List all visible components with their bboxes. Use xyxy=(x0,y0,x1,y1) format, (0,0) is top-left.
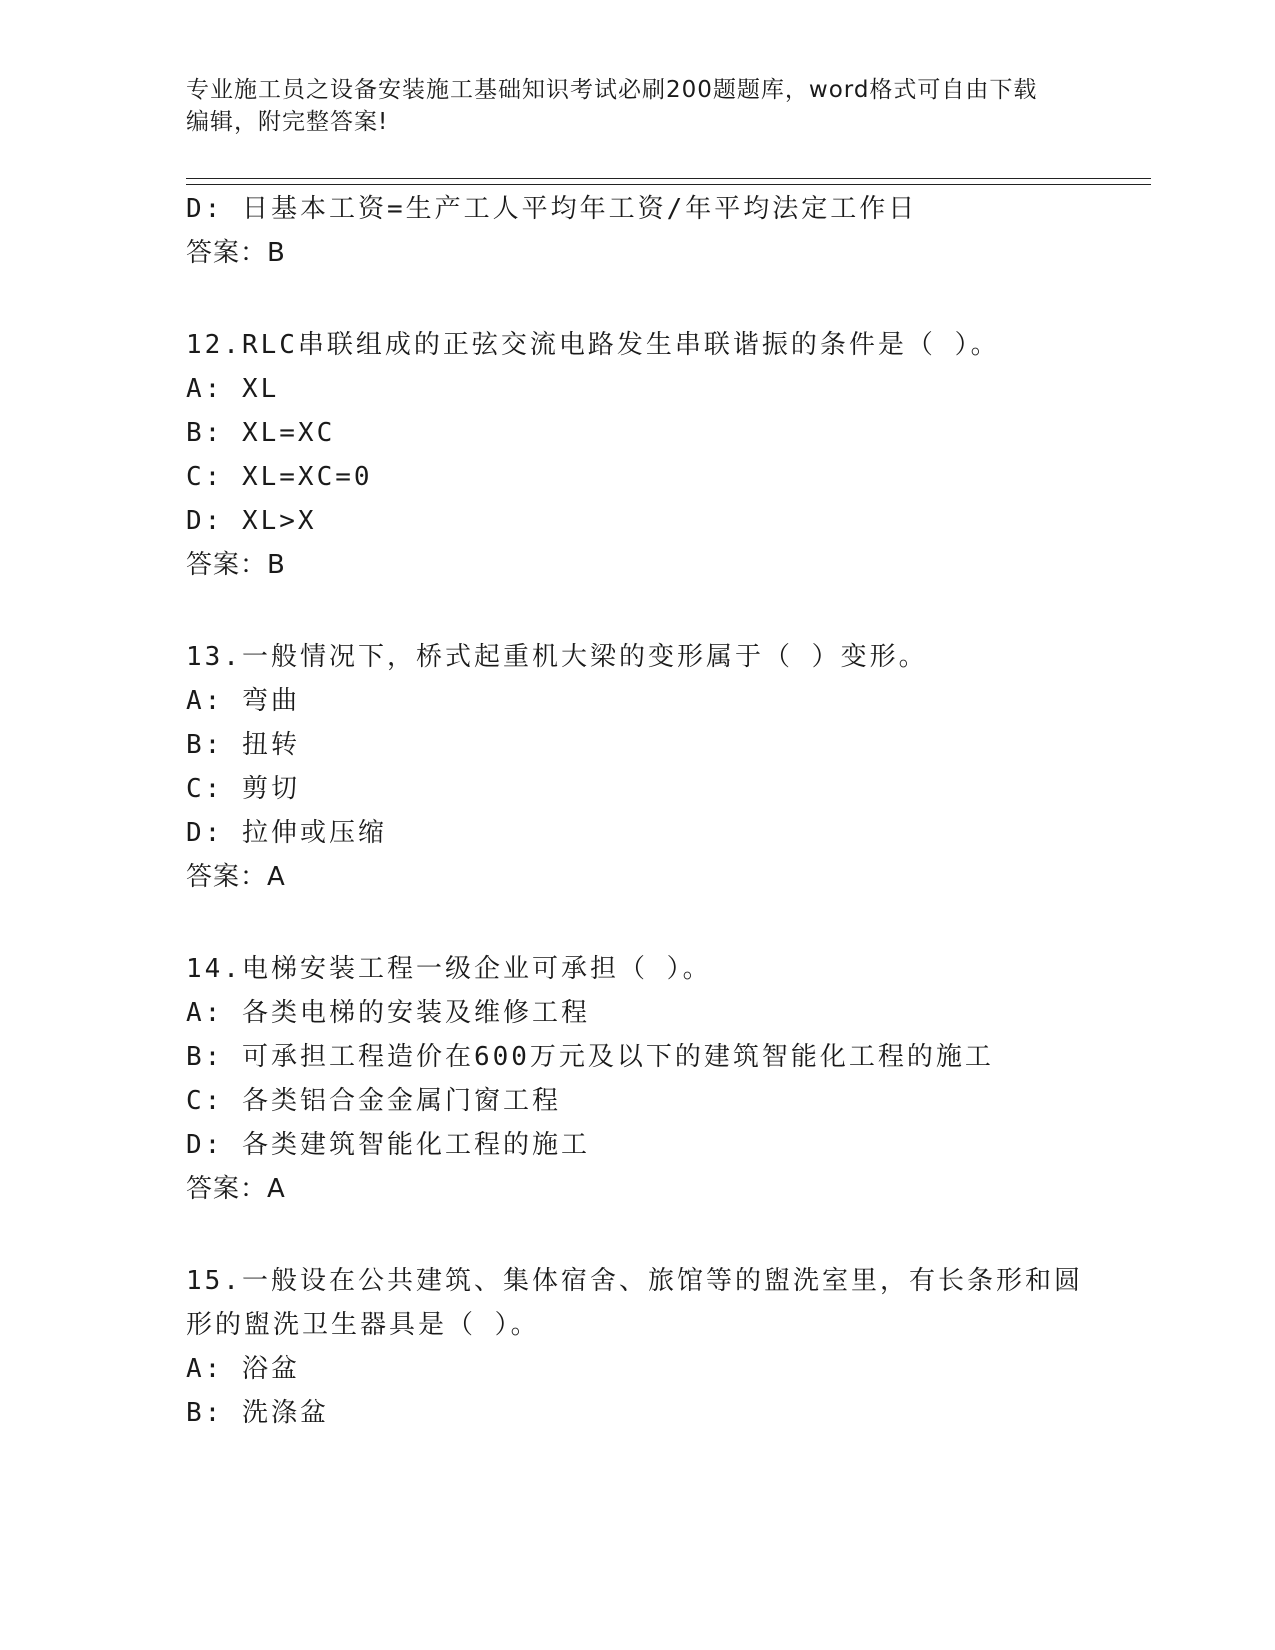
q14-option-c: C: 各类铝合金金属门窗工程 xyxy=(186,1086,561,1116)
q12-answer: 答案：B xyxy=(186,550,286,580)
document-header xyxy=(186,74,1066,138)
q12-option-b: B: XL=XC xyxy=(186,418,336,448)
q13-option-a: A: 弯曲 xyxy=(186,686,300,716)
q14-option-d: D: 各类建筑智能化工程的施工 xyxy=(186,1130,590,1160)
q14-option-b: B: 可承担工程造价在600万元及以下的建筑智能化工程的施工 xyxy=(186,1042,994,1072)
q13-option-d: D: 拉伸或压缩 xyxy=(186,818,387,848)
q13-option-c: C: 剪切 xyxy=(186,774,300,804)
q12-option-a: A: XL xyxy=(186,374,280,404)
q12-option-c: C: XL=XC=0 xyxy=(186,462,373,492)
q12-option-d: D: XL>X xyxy=(186,506,317,536)
q14-option-a: A: 各类电梯的安装及维修工程 xyxy=(186,998,590,1028)
q12-stem: 12.RLC串联组成的正弦交流电路发生串联谐振的条件是（ ）。 xyxy=(186,330,1000,360)
q15-option-b: B: 洗涤盆 xyxy=(186,1398,329,1428)
prev-option-d: D: 日基本工资=生产工人平均年工资/年平均法定工作日 xyxy=(186,194,918,224)
q15-stem-line-2: 形的盥洗卫生器具是（ ）。 xyxy=(186,1310,540,1340)
header-line-2: 编辑，附完整答案! xyxy=(186,109,389,135)
q14-stem: 14.电梯安装工程一级企业可承担（ ）。 xyxy=(186,954,712,984)
q14-answer: 答案：A xyxy=(186,1174,286,1204)
q15-stem-line-1: 15.一般设在公共建筑、集体宿舍、旅馆等的盥洗室里，有长条形和圆 xyxy=(186,1266,1083,1296)
q13-option-b: B: 扭转 xyxy=(186,730,300,760)
header-line-1: 专业施工员之设备安装施工基础知识考试必刷200题题库，word格式可自由下载 xyxy=(186,77,1038,103)
q13-stem: 13.一般情况下，桥式起重机大梁的变形属于（ ）变形。 xyxy=(186,642,928,672)
prev-answer: 答案：B xyxy=(186,238,286,268)
header-divider-top xyxy=(186,178,1151,179)
q15-option-a: A: 浴盆 xyxy=(186,1354,300,1384)
header-divider-bottom xyxy=(186,184,1151,185)
q13-answer: 答案：A xyxy=(186,862,286,892)
